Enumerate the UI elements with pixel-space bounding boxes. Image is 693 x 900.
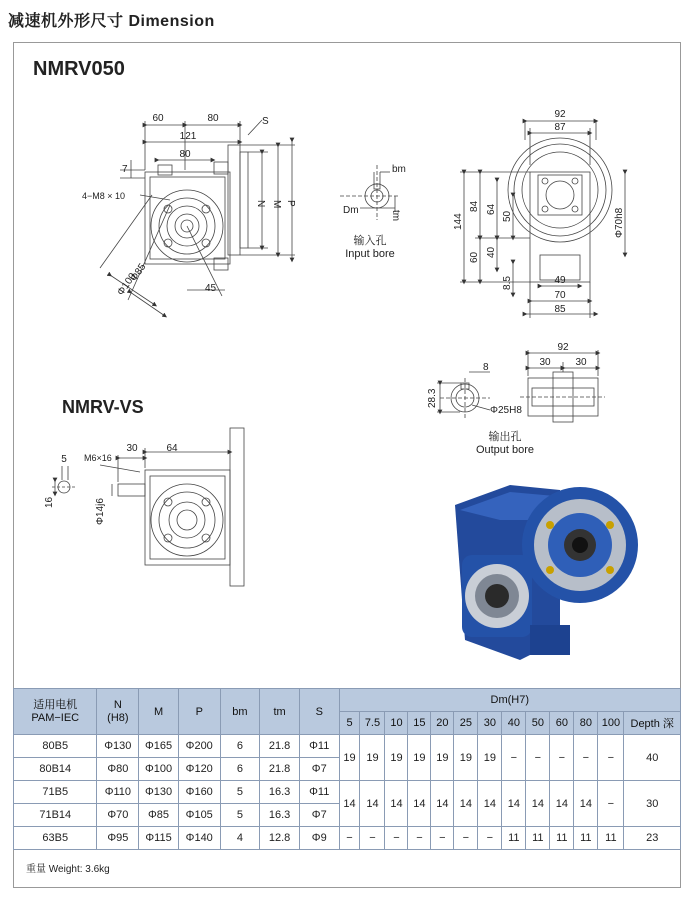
table-cell: − [598,781,624,827]
ratio-60: 60 [550,712,574,735]
col-depth: Depth 深 [624,712,681,735]
table-cell: Φ11 [299,735,339,758]
front-84: 84 [469,200,480,212]
table-cell: Φ130 [139,781,179,804]
table-cell: 6 [220,735,260,758]
table-cell: − [574,735,598,781]
table-cell: 19 [339,735,360,781]
front-view-labels [453,109,625,315]
ratio-30: 30 [478,712,502,735]
table-cell: 71B14 [14,804,97,827]
table-cell: Φ105 [178,804,220,827]
table-cell: 11 [598,827,624,850]
table-cell: 14 [526,781,550,827]
front-40: 40 [486,246,497,258]
table-cell: Φ140 [178,827,220,850]
depth-group2: 30 [624,781,681,827]
table-cell: 14 [385,781,408,827]
output-8: 8 [483,362,489,373]
table-cell: − [526,735,550,781]
table-cell: 19 [431,735,454,781]
table-cell: 14 [339,781,360,827]
weight-note: 重量 Weight: 3.6kg [26,864,110,875]
table-cell: Φ100 [139,758,179,781]
dim-45: 45 [205,283,217,294]
front-92: 92 [554,109,566,120]
input-dm: Dm [343,205,359,216]
page-title: 减速机外形尺寸 Dimension [8,13,215,30]
vs-64: 64 [166,443,178,454]
dim-phi85: Φ85 [128,261,149,284]
output-phi25: Φ25H8 [490,405,522,416]
output-caption-cn: 输出孔 [488,431,522,443]
table-cell: − [478,827,502,850]
table-cell: − [385,827,408,850]
table-cell: 14 [502,781,526,827]
table-cell: 14 [360,781,385,827]
table-cell: 19 [408,735,431,781]
dim-phi100: Φ100 [115,271,139,298]
front-70: 70 [554,290,566,301]
table-cell: − [454,827,478,850]
table-cell: Φ115 [139,827,179,850]
dim-m: M [271,200,282,209]
table-cell: Φ95 [97,827,139,850]
table-cell: 16.3 [260,781,300,804]
dim-80-top: 80 [207,113,219,124]
depth-group3: 23 [624,827,681,850]
product-photo [455,485,638,660]
table-cell: 14 [574,781,598,827]
table-cell: − [502,735,526,781]
ratio-15: 15 [408,712,431,735]
output-30-left: 30 [539,357,551,368]
front-49: 49 [554,275,566,286]
table-cell: − [360,827,385,850]
table-cell: 11 [502,827,526,850]
col-motor: 适用电机 PAM−IEC [14,689,97,735]
front-phi70: Φ70h8 [614,207,625,238]
front-144: 144 [453,213,464,230]
table-cell: Φ110 [97,781,139,804]
table-cell: Φ7 [299,804,339,827]
table-cell: 11 [550,827,574,850]
col-bm: bm [220,689,260,735]
output-caption-en: Output bore [475,444,535,456]
table-cell: 16.3 [260,804,300,827]
dim-60: 60 [152,113,164,124]
dim-s: S [262,116,269,127]
front-50: 50 [502,210,513,222]
front-87: 87 [554,122,566,133]
table-cell: 19 [454,735,478,781]
col-m: M [139,689,179,735]
table-cell: Φ200 [178,735,220,758]
table-cell: − [550,735,574,781]
table-cell: 19 [478,735,502,781]
table-cell: Φ165 [139,735,179,758]
side-view-labels [82,113,296,298]
col-dm-header: Dm(H7) [339,689,680,712]
table-cell: 14 [454,781,478,827]
dim-7: 7 [122,164,128,175]
table-cell: 19 [385,735,408,781]
dim-bolt: 4−M8 × 10 [82,191,126,201]
table-cell: 6 [220,758,260,781]
input-caption-cn: 输入孔 [353,235,387,247]
table-cell: − [408,827,431,850]
ratio-40: 40 [502,712,526,735]
table-cell: Φ11 [299,781,339,804]
vs-30: 30 [126,443,138,454]
vs-5: 5 [61,454,67,465]
model-title-nmrv-vs: NMRV-VS [62,397,144,417]
table-cell: Φ9 [299,827,339,850]
table-cell: 19 [360,735,385,781]
vs-view-drawing [52,428,244,586]
table-cell: 14 [550,781,574,827]
table-row [14,735,681,758]
vs-16: 16 [44,496,55,508]
table-cell: 5 [220,781,260,804]
front-8-5: 8.5 [502,276,513,290]
spec-table [13,688,681,850]
col-n: N (H8) [97,689,139,735]
table-cell: 11 [574,827,598,850]
table-cell: 21.8 [260,758,300,781]
dim-n: N [255,200,266,208]
dim-80-inner: 80 [179,149,191,160]
vs-view-labels [44,443,178,525]
table-cell: 63B5 [14,827,97,850]
front-60: 60 [469,251,480,263]
table-cell: 11 [526,827,550,850]
table-cell: Φ80 [97,758,139,781]
table-cell: Φ7 [299,758,339,781]
table-cell: Φ70 [97,804,139,827]
col-p: P [178,689,220,735]
output-30-right: 30 [575,357,587,368]
ratio-5: 5 [339,712,360,735]
table-cell: Φ160 [178,781,220,804]
depth-group1: 40 [624,735,681,781]
dim-121: 121 [179,131,197,142]
front-view-drawing [460,120,625,318]
col-s: S [299,689,339,735]
table-cell: Φ85 [139,804,179,827]
table-cell: − [431,827,454,850]
dim-p: P [285,200,296,207]
ratio-80: 80 [574,712,598,735]
front-85: 85 [554,304,566,315]
ratio-10: 10 [385,712,408,735]
table-row [14,827,681,850]
table-cell: 80B14 [14,758,97,781]
ratio-7-5: 7.5 [360,712,385,735]
col-tm: tm [260,689,300,735]
table-cell: 80B5 [14,735,97,758]
input-bm: bm [392,164,406,175]
table-cell: 12.8 [260,827,300,850]
table-cell: − [339,827,360,850]
vs-bolt: M6×16 [84,453,112,463]
input-bore-labels [343,164,406,260]
ratio-50: 50 [526,712,550,735]
table-cell: Φ120 [178,758,220,781]
table-cell: Φ130 [97,735,139,758]
ratio-100: 100 [598,712,624,735]
output-92: 92 [557,342,569,353]
table-cell: 71B5 [14,781,97,804]
table-row [14,781,681,804]
table-cell: 14 [431,781,454,827]
ratio-20: 20 [431,712,454,735]
table-cell: 14 [478,781,502,827]
table-cell: − [598,735,624,781]
table-cell: 21.8 [260,735,300,758]
table-cell: 4 [220,827,260,850]
input-caption-en: Input bore [345,248,395,260]
output-28-3: 28.3 [427,388,438,408]
table-cell: 5 [220,804,260,827]
model-title-nmrv050: NMRV050 [33,58,125,80]
vs-phi14: Φ14j6 [95,498,106,525]
ratio-25: 25 [454,712,478,735]
table-cell: 14 [408,781,431,827]
front-64: 64 [486,203,497,215]
input-tm: tm [390,210,401,222]
